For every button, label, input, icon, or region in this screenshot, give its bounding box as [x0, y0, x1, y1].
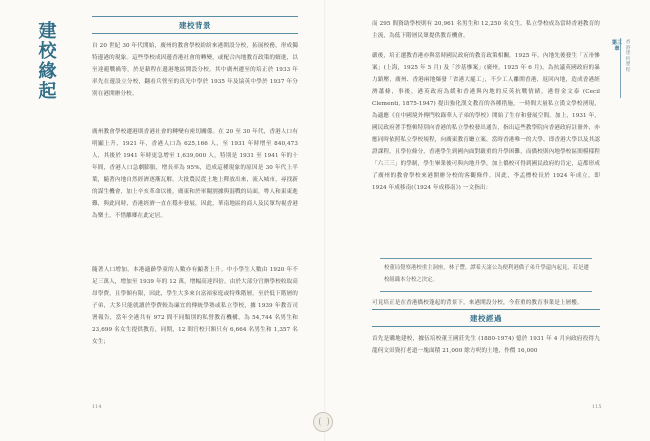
paragraph: 廣州教會學校遷港則香港社會的轉變有密切關係。在 20 至 30 年代，香港人口有明顯上升，1921 年，香港人口為 625,166 人，至 1931 年時增至 840,473 人，其後於 1941 年時更急增至 1,639,000 人，特別是 1931 至 1941 年的十年間，香港人口急劇膨脹，增長率為 95%，造成這種現象的原因是 30 年代上半葉，隨著內地自然經濟逐漸瓦解，大批農民從土地上釋放出來，流入城市，尋找新的謀生機會，加上辛亥革命以後，廣東和於軍閥割據與混戰的局面，粵人和東東進難，與此同時，香港經濟一直在穩步發展，因此，華南地區的商人及民眾均視香港為樂土，不惜離鄉在此定居。: [92, 129, 298, 219]
chapter-tab-label: 第三章: [612, 40, 623, 52]
section-heading-background: 建校背景: [179, 21, 211, 30]
section-rule-bottom: [92, 33, 298, 34]
section-heading-process: 建校經過: [470, 314, 502, 323]
section-rule-top: [92, 16, 298, 17]
page-number-left: 114: [92, 404, 102, 410]
book-gutter: [324, 0, 326, 441]
quote-text: 校董局覺察港校重主洞座，林子豐、譚希天諸公為便利港僑子弟升學還內起見，若是遷校組織本分校之決定。: [384, 265, 589, 283]
paragraph: 嚴後，培正遷教香港亦與當時國民政府的教育政策相關。1925 年，內地先後發生「五卅慘案」(上海，1925 年 5 月) 及「沙基慘案」(廣州，1925 年 6 月)，為抗議英國政府的暴力鎮壓，廣州、香港兩地爆發「省港大罷工」，不少工人離開香港，返回內地，造成香港經濟蕭條，事後，港英政府為緩和香港與內地的反英抗戰情緒，港督金文泰 (Cecil Clementi, 1875-1947) 提出強化漢文教育的各種措施，一時間大量私立漢文學校湧現，為適應《在中國境外傳門收錄華人子弟的學校》開始了生存和發展空間。加上，1931 年，國民政府著手整頓特別向香港的私立學校發出通告，指出這些教學院向香港政府註冊外，亦應同時依照私立學校規程，向廣東教育廳立案，當時香港唯一的大學、即香港大學以及其認證課程，且學位條分，香港學生到國內面對嚴重的升學困難，而僑校則內地學校區間模樣程「六三三」的學制，學生畢業後可與內地升學，加上僑校可得到國民政府的肯定，這都形成了廣州的教會學校來港開辦分校的客觀條件。因此，李孟標校長於 1924 年成立，即 1924 年成移南(《1924 年成移南》) 一文指出：: [372, 53, 600, 191]
paragraph: 隨著人口增加，本港適齡學童的人數亦有顯著上升。中小學生人數由 1920 年不足三萬人，增加至 1939 年的 12 萬，增幅高達四倍。由於大部分官辦學校收取高昂學費，且學額有限，因此，學生大多來自富裕家庭或特殊階層。至於低下階層的子弟，大多只能就讀於學費較為廉宜的傳統學塾或私立學校，據 1939 年教育司署報告，當年全港共有 972 間不同類別的私營教育機構，為 54,744 名男生和 23,699 名女生提供教育，同期，12 間官校只額只有 6,664 名男生和 1,357 名女生；: [92, 267, 298, 345]
paragraph: 而 295 間資助學校則有 20,961 名男生和 12,250 名女生，私立學校成為當時香港教育的主流，為低下階層民眾提供教育機會。: [372, 21, 600, 39]
chapter-vertical-title: 建校緣起: [38, 21, 58, 102]
emblem-icon: [313, 412, 333, 432]
paragraph: 可見培正是在香港僑校蓬起的背景下，來港開設分校，今莊重的教育事業是上層樓。: [372, 300, 583, 306]
page-number-right: 115: [592, 404, 602, 410]
section-rule-bottom: [372, 326, 600, 327]
chapter-tab-subtitle: 香港建校歷程: [625, 40, 631, 73]
section-rule-top: [372, 309, 600, 310]
paragraph: 自 20 世紀 30 年代開始，廣州的教會學校紛紛來港開設分校，拓展校務，形成獨特邊港的現象。這些學校成因邊香港社會的轉變，或配合內地教育政策的嬗進，以至達避戰禍等，於是藉程在邊港地區開設分校。其中廣州遷至的培正於 1933 年率先在邊設立分校，翻看兵營至的真光中學於 1935 年及協英中學於 1937 年分別在港開辦分校。: [92, 43, 298, 97]
paragraph: 首先是購地建校，據伍培校董王國莊先生 (1880-1974) 憶於 1931 年 4 月向政府投得九龍何文田資打老道一塊面積 21,000 餘方呎的土地，作價 16,000: [372, 336, 600, 354]
